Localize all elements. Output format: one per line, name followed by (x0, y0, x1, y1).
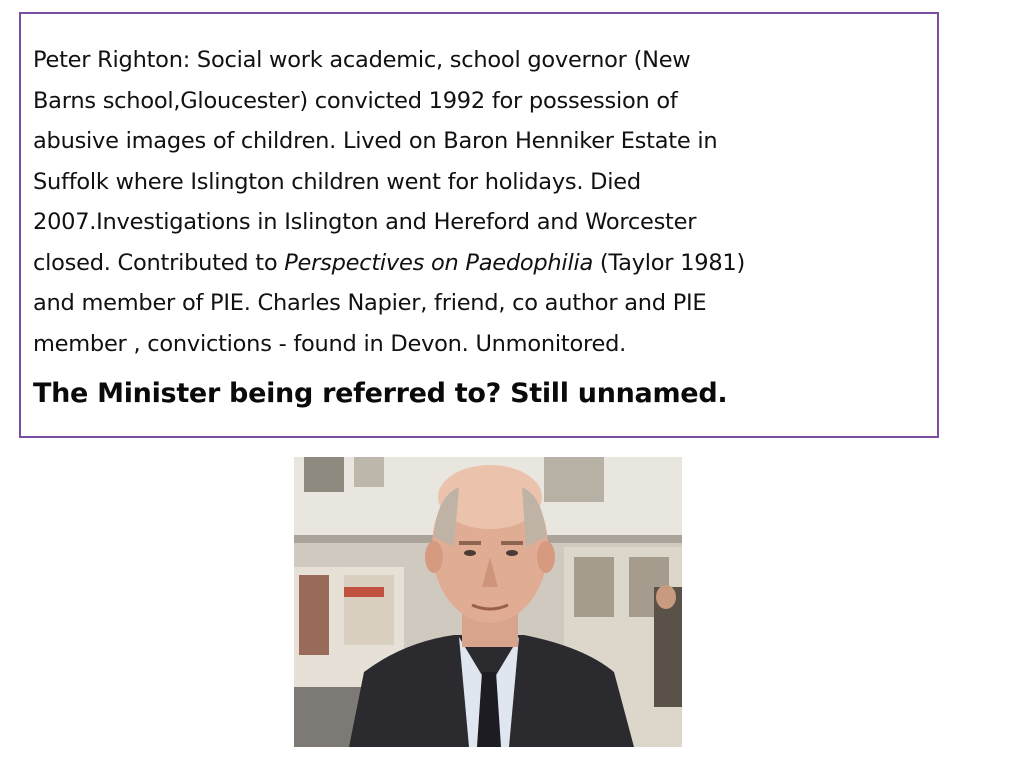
line-text: closed. Contributed to (33, 249, 285, 276)
description-line: Peter Righton: Social work academic, school governor (New (33, 47, 691, 73)
description-line: 2007.Investigations in Islington and Hereford and Worcester (33, 209, 697, 235)
text-box (19, 12, 939, 438)
description-line: member , convictions - found in Devon. Unmonitored. (33, 330, 627, 357)
description-line (33, 243, 933, 284)
headline: The Minister being referred to? Still unnamed. (33, 378, 728, 409)
description-line: Barns school,Gloucester) convicted 1992 for possession of (33, 87, 678, 114)
description-line: Suffolk where Islington children went for holidays. Died (33, 168, 641, 195)
description-line: and member of PIE. Charles Napier, friend, co author and PIE (33, 290, 707, 316)
description-text (33, 40, 933, 364)
book-title: Perspectives on Paedophilia (284, 249, 593, 276)
portrait-photo (294, 457, 682, 747)
line-text: (Taylor 1981) (592, 249, 745, 276)
description-line: abusive images of children. Lived on Baron Henniker Estate in (33, 128, 718, 154)
portrait-image (294, 457, 682, 747)
